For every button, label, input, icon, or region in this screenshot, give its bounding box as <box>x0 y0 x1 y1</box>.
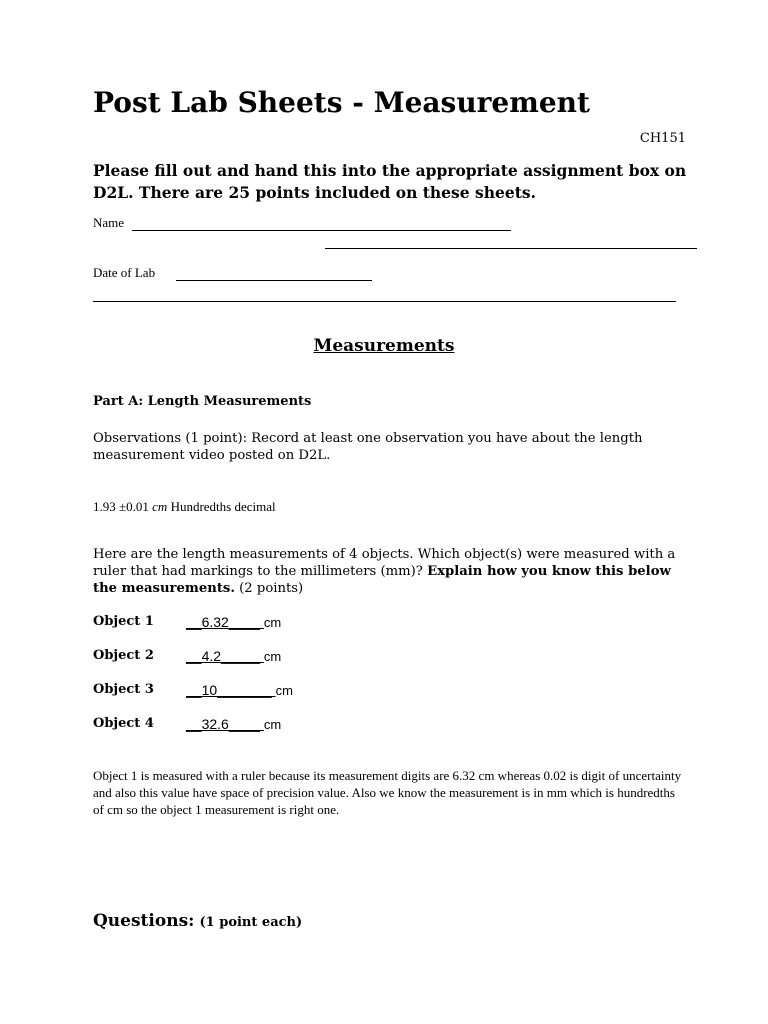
object-1-label: Object 1 <box>93 614 154 629</box>
object-4-unit: cm <box>263 717 282 732</box>
course-code: CH151 <box>639 131 686 146</box>
page-title: Post Lab Sheets - Measurement <box>93 86 590 119</box>
observation-note: Hundredths decimal <box>170 499 276 514</box>
observations-prompt: Observations (1 point): Record at least one observation you have about the length measurement video posted on D2L. <box>93 431 643 463</box>
date-input-line[interactable] <box>176 280 372 281</box>
object-2-value: 4.2 <box>201 648 222 664</box>
object-1-value: 6.32 <box>201 614 229 630</box>
objects-prompt-emphasis: Explain how you know this below the measurements. <box>93 564 671 596</box>
object-3-value: 10 <box>201 682 218 698</box>
questions-title: Questions: <box>93 911 195 931</box>
object-3-label: Object 3 <box>93 682 154 697</box>
observation-value: 1.93 ±0.01 <box>93 499 149 514</box>
object-2-label: Object 2 <box>93 648 154 663</box>
separator-line <box>93 301 676 302</box>
name-extra-line[interactable] <box>325 248 697 249</box>
object-4-label: Object 4 <box>93 716 154 731</box>
observation-answer <box>93 499 276 515</box>
object-2-entry[interactable]: __4.2_____ cm <box>186 648 282 664</box>
instructions-text: Please fill out and hand this into the appropriate assignment box on D2L. There are 25 points included on these sheets. <box>93 161 687 202</box>
name-label: Name <box>93 215 125 230</box>
object-4-entry[interactable]: __32.6____ cm <box>186 716 282 732</box>
objects-prompt-text: Here are the length measurements of 4 objects. Which object(s) were measured with a ruler that had markings to the millimeters (mm)? <box>93 547 676 579</box>
name-input-line[interactable] <box>132 230 511 231</box>
object-1-unit: cm <box>263 615 282 630</box>
explanation-answer: Object 1 is measured with a ruler because its measurement digits are 6.32 cm whereas 0.02 is digit of uncertainty and also this value have space of precision value. Also we know the measurement is in mm which is hundredths of cm so the object 1 measurement is right one. <box>93 768 682 817</box>
objects-prompt-points: (2 points) <box>234 581 304 596</box>
object-3-entry[interactable]: __10_______ cm <box>186 682 293 698</box>
part-a-heading: Part A: Length Measurements <box>93 394 312 409</box>
observation-unit: cm <box>152 499 168 514</box>
questions-points: (1 point each) <box>199 915 303 930</box>
object-1-entry[interactable]: __6.32____ cm <box>186 614 282 630</box>
questions-heading <box>93 911 302 931</box>
object-2-unit: cm <box>263 649 282 664</box>
date-label: Date of Lab <box>93 265 156 280</box>
section-heading: Measurements <box>313 336 455 356</box>
object-3-unit: cm <box>275 683 293 698</box>
object-4-value: 32.6 <box>201 716 229 732</box>
objects-prompt <box>93 546 683 597</box>
